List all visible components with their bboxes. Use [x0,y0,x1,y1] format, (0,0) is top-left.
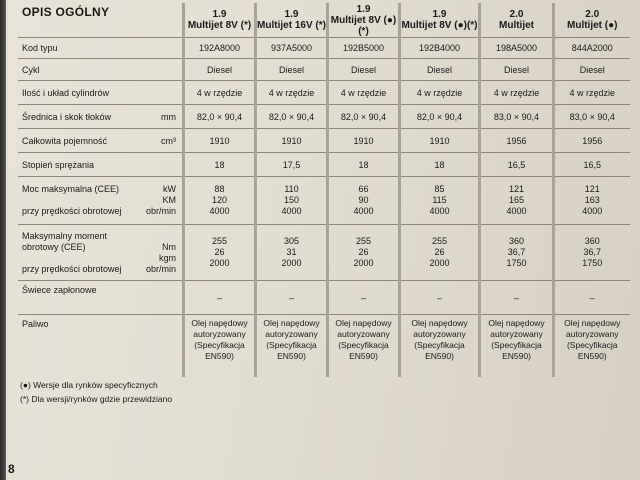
table-cell: Olej napędowy autoryzowany (Specyfikacja EN590) [184,315,256,377]
row-label: Ilość i układ cylindrów [18,81,184,105]
column-header: 1.9 Multijet 16V (*) [256,3,328,38]
table-row-sprezanie [18,153,630,177]
table-cell: 1910 [184,129,256,153]
row-label: Świece zapłonowe [18,281,184,315]
table-cell: 4 w rzędzie [554,81,630,105]
row-label: Maksymalny moment obrotowy (CEE) Nm kgm przy prędkości obrotowej obr/min [18,225,184,281]
table-cell: 121 163 4000 [554,177,630,225]
table-cell: Diesel [400,59,480,81]
table-cell: 360 36,7 1750 [554,225,630,281]
table-cell: 1956 [480,129,554,153]
table-cell: Diesel [554,59,630,81]
table-cell: Diesel [480,59,554,81]
table-cell: 255 26 2000 [184,225,256,281]
table-cell: Diesel [256,59,328,81]
table-cell: – [184,281,256,315]
column-header: 1.9 Multijet 8V (●)(*) [400,3,480,38]
row-label: Całkowita pojemność cm³ [18,129,184,153]
table-cell: Olej napędowy autoryzowany (Specyfikacja EN590) [480,315,554,377]
footnote: (*) Dla wersji/rynków gdzie przewidziano [20,394,173,404]
table-cell: 66 90 4000 [328,177,400,225]
table-cell: 18 [400,153,480,177]
header-corner [18,3,184,38]
table-cell: 305 31 2000 [256,225,328,281]
table-cell: 82,0 × 90,4 [400,105,480,129]
table-cell: 121 165 4000 [480,177,554,225]
row-label: Stopień sprężania [18,153,184,177]
table-cell: 16,5 [554,153,630,177]
table-cell: – [400,281,480,315]
table-row-pojemnosc [18,129,630,153]
row-label: Cykl [18,59,184,81]
table-cell: 82,0 × 90,4 [184,105,256,129]
column-header: 1.9 Multijet 8V (*) [184,3,256,38]
table-row-moment [18,225,630,281]
table-cell: Diesel [184,59,256,81]
table-cell: 4 w rzędzie [184,81,256,105]
table-cell: Olej napędowy autoryzowany (Specyfikacja EN590) [400,315,480,377]
table-cell: 4 w rzędzie [400,81,480,105]
table-cell: 4 w rzędzie [480,81,554,105]
row-label: Paliwo [18,315,184,377]
table-cell: 18 [184,153,256,177]
table-cell: 83,0 × 90,4 [554,105,630,129]
row-label: Moc maksymalna (CEE) kW KM przy prędkości obrotowej obr/min [18,177,184,225]
table-cell: Diesel [328,59,400,81]
table-cell: – [328,281,400,315]
footnotes [20,378,172,406]
column-header: 2.0 Multijet (●) [554,3,630,38]
table-cell: 83,0 × 90,4 [480,105,554,129]
row-label: Średnica i skok tłoków mm [18,105,184,129]
table-cell: Olej napędowy autoryzowany (Specyfikacja EN590) [256,315,328,377]
table-cell: 360 36,7 1750 [480,225,554,281]
table-row-cykl [18,59,630,81]
table-row-cylindry [18,81,630,105]
table-cell: 4 w rzędzie [328,81,400,105]
engine-spec-table [18,3,630,377]
table-cell: 18 [328,153,400,177]
table-cell: – [554,281,630,315]
table-cell: 1910 [328,129,400,153]
table-row-srednica [18,105,630,129]
table-cell: 192B4000 [400,38,480,59]
table-cell: 192B5000 [328,38,400,59]
row-label: Kod typu [18,38,184,59]
table-cell: 198A5000 [480,38,554,59]
table-cell: 255 26 2000 [328,225,400,281]
table-cell: 82,0 × 90,4 [328,105,400,129]
table-cell: 937A5000 [256,38,328,59]
table-cell: 88 120 4000 [184,177,256,225]
table-row-swiece [18,281,630,315]
header-row [18,3,630,38]
table-cell: 1910 [256,129,328,153]
table-cell: 110 150 4000 [256,177,328,225]
table-row-moc [18,177,630,225]
section-title: OPIS OGÓLNY [22,5,110,19]
column-header: 2.0 Multijet [480,3,554,38]
footnote: (●) Wersje dla rynków specyficznych [20,380,158,390]
table-cell: 85 115 4000 [400,177,480,225]
table-cell: Olej napędowy autoryzowany (Specyfikacja EN590) [328,315,400,377]
table-cell: 192A8000 [184,38,256,59]
table-cell: 17,5 [256,153,328,177]
column-header: 1.9 Multijet 8V (●)(*) [328,3,400,38]
table-cell: – [480,281,554,315]
table-cell: 844A2000 [554,38,630,59]
table-cell: 255 26 2000 [400,225,480,281]
table-cell: Olej napędowy autoryzowany (Specyfikacja EN590) [554,315,630,377]
table-row-paliwo [18,315,630,377]
page-number: 8 [8,462,15,476]
table-row-kod [18,38,630,59]
table-cell: 1956 [554,129,630,153]
table-cell: 1910 [400,129,480,153]
table-cell: 16,5 [480,153,554,177]
table-cell: 82,0 × 90,4 [256,105,328,129]
table-cell: 4 w rzędzie [256,81,328,105]
table-cell: – [256,281,328,315]
